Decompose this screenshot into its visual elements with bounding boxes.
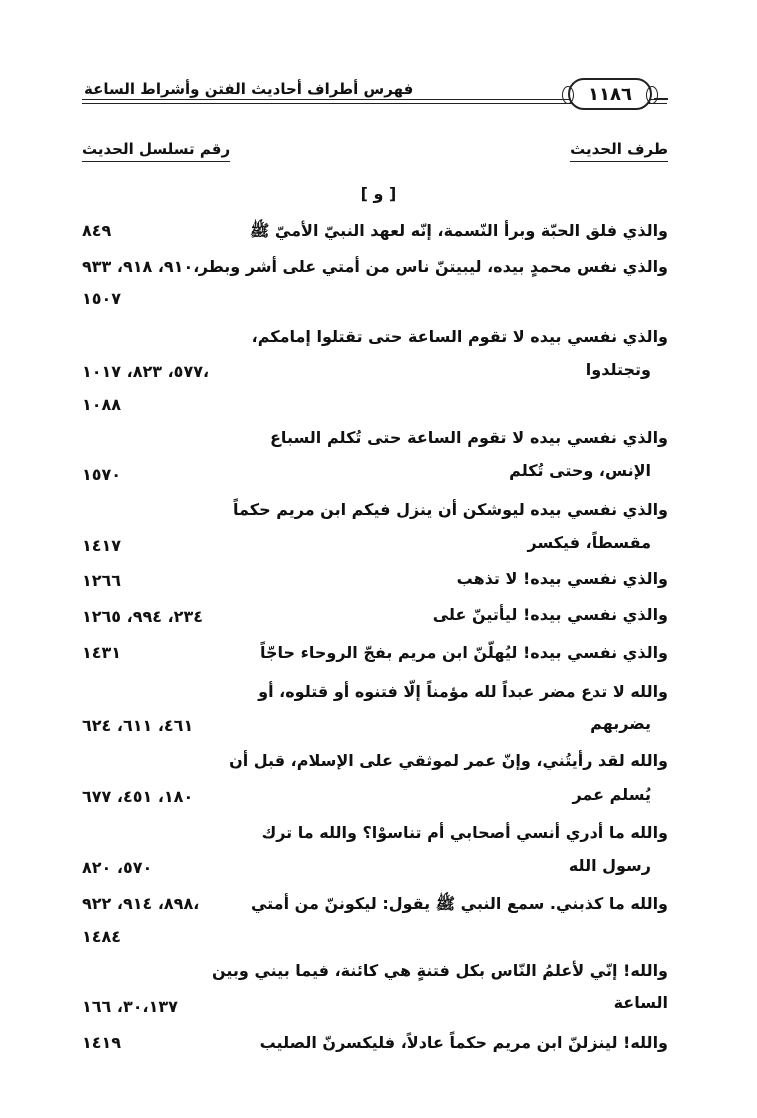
entry-number: ٨٩٨، ٩١٤، ٩٢٢، [82,894,200,913]
entry-number: ١٢٦٦ [82,571,122,590]
column-heading-number: رقم تسلسل الحديث [82,140,230,162]
entry-line-continued: وتجتلدوا [585,360,651,379]
entry-number: ٤٦١، ٦١١، ٦٢٤ [82,716,194,735]
entry-number: ١٤١٩ [82,1033,122,1052]
entry-number: ١٥٧٠ [82,465,122,484]
entry-line: والذي نفسي بيده! ليُهلّنّ ابن مريم بفجّ الروحاء حاجّاً [260,643,668,662]
entry-line-continued: رسول الله [568,856,651,875]
entry-line: والله! لينزلنّ ابن مريم حكماً عادلاً، فليكسرنّ الصليب [259,1033,668,1052]
entry-line: والله لا تدع مضر عبداً لله مؤمناً إلّا فتنوه أو قتلوه، أو [258,682,668,701]
entry-line-continued: مقسطاً، فيكسر [527,533,651,552]
entry-number: ٣٠،١٣٧، ١٦٦ [82,997,178,1016]
entry-number: ١٤٨٤ [82,927,122,946]
entry-line-continued: الإنس، وحتى تُكلم [509,461,651,480]
entry-line-continued: يُسلم عمر [572,785,651,804]
entry-number: ٩١٠، ٩١٨، ٩٣٣، [82,257,200,276]
entry-number: ١٠٨٨ [82,395,122,414]
running-header-title: فهرس أطراف أحاديث الفتن وأشراط الساعة [84,80,414,98]
entry-number: ٥٧٠، ٨٢٠ [82,858,153,877]
section-letter: [ و ] [360,184,397,203]
entry-number: ٥٧٧، ٨٢٣، ١٠١٧، [82,362,210,381]
entry-line: والذي فلق الحبّة وبرأ النّسمة، إنّه لعهد النبيّ الأميّ ﷺ [250,221,668,240]
entry-line: والله ما كذبني. سمع النبي ﷺ يقول: ليكوننّ من أمتي [250,894,668,913]
entry-line: والذي نفسي بيده ليوشكن أن ينزل فيكم ابن مريم حكماً [233,500,668,519]
entry-number: ١٨٠، ٤٥١، ٦٧٧ [82,787,194,806]
page-number: ١١٨٦ [588,83,632,105]
entry-line: والذي نفسي بيده لا تقوم الساعة حتى تقتلوا إمامكم، [251,327,668,346]
column-heading-hadith: طرف الحديث [570,140,668,162]
entry-line: والله لقد رأيتُني، وإنّ عمر لموثقي على الإسلام، قبل أن [229,751,668,770]
entry-number: ٢٣٤، ٩٩٤، ١٢٦٥ [82,607,203,626]
entry-line-continued: الساعة [613,993,668,1012]
entry-line: والذي نفسي بيده! ليأتينّ على [432,605,668,624]
entry-line: والذي نفسي بيده لا تقوم الساعة حتى تُكلم السباع [270,428,668,447]
entry-number: ١٤٣١ [82,643,122,662]
entry-line: والله! إنّي لأعلمُ النّاس بكل فتنةٍ هي كائنة، فيما بيني وبين [211,961,668,980]
entry-line: والذي نفسي بيده! لا تذهب [456,569,668,588]
entry-number: ٨٤٩ [82,221,112,240]
entry-line: والله ما أدري أنسي أصحابي أم تناسوْا؟ والله ما ترك [261,823,668,842]
page-number-ornament [568,78,652,110]
entry-number: ١٤١٧ [82,536,122,555]
entry-number: ١٥٠٧ [82,289,122,308]
entry-line: والذي نفس محمدٍ بيده، ليبيتنّ ناس من أمتي على أشر وبطر [198,257,668,276]
entry-line-continued: يضربهم [590,714,651,733]
